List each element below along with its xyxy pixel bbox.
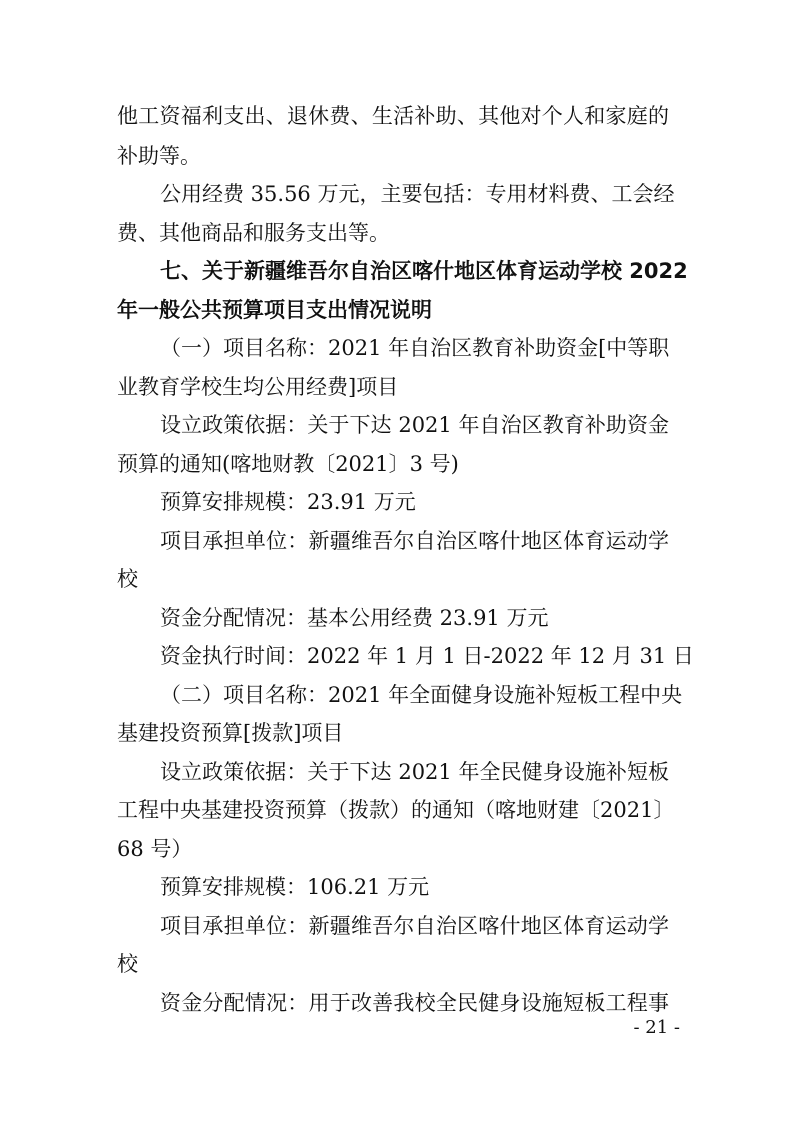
- text-line: 预算的通知(喀地财教〔2021〕3 号): [117, 452, 459, 476]
- text-line: 校: [117, 952, 138, 976]
- text-line: 工程中央基建投资预算（拨款）的通知（喀地财建〔2021〕: [117, 798, 675, 822]
- fund-allocation-1: 资金分配情况：基本公用经费 23.91 万元: [160, 606, 549, 630]
- project-name-2: （二）项目名称：2021 年全面健身设施补短板工程中央: [160, 683, 683, 707]
- text-line: 业教育学校生均公用经费]项目: [117, 375, 399, 399]
- policy-basis-2: 设立政策依据：关于下达 2021 年全民健身设施补短板: [160, 760, 669, 784]
- section-heading: 七、关于新疆维吾尔自治区喀什地区体育运动学校 2022: [160, 259, 688, 283]
- execution-time-1: 资金执行时间：2022 年 1 月 1 日-2022 年 12 月 31 日: [160, 644, 694, 668]
- responsible-unit-2: 项目承担单位：新疆维吾尔自治区喀什地区体育运动学: [160, 914, 669, 938]
- text-line: 他工资福利支出、退休费、生活补助、其他对个人和家庭的: [117, 104, 669, 128]
- text-line: 68 号）: [117, 837, 193, 861]
- budget-scale-2: 预算安排规模：106.21 万元: [160, 875, 430, 899]
- budget-scale-1: 预算安排规模：23.91 万元: [160, 490, 416, 514]
- section-heading-cont: 年一般公共预算项目支出情况说明: [117, 298, 432, 322]
- page-number: - 21 -: [633, 1017, 680, 1038]
- policy-basis-1: 设立政策依据：关于下达 2021 年自治区教育补助资金: [160, 413, 669, 437]
- text-line: 校: [117, 567, 138, 591]
- text-line: 费、其他商品和服务支出等。: [117, 221, 390, 245]
- text-line: 公用经费 35.56 万元，主要包括：专用材料费、工会经: [160, 182, 675, 206]
- fund-allocation-2: 资金分配情况：用于改善我校全民健身设施短板工程事: [160, 991, 669, 1015]
- project-name-1: （一）项目名称：2021 年自治区教育补助资金[中等职: [160, 336, 670, 360]
- text-line: 基建投资预算[拨款]项目: [117, 721, 344, 745]
- responsible-unit-1: 项目承担单位：新疆维吾尔自治区喀什地区体育运动学: [160, 529, 669, 553]
- text-line: 补助等。: [117, 144, 201, 168]
